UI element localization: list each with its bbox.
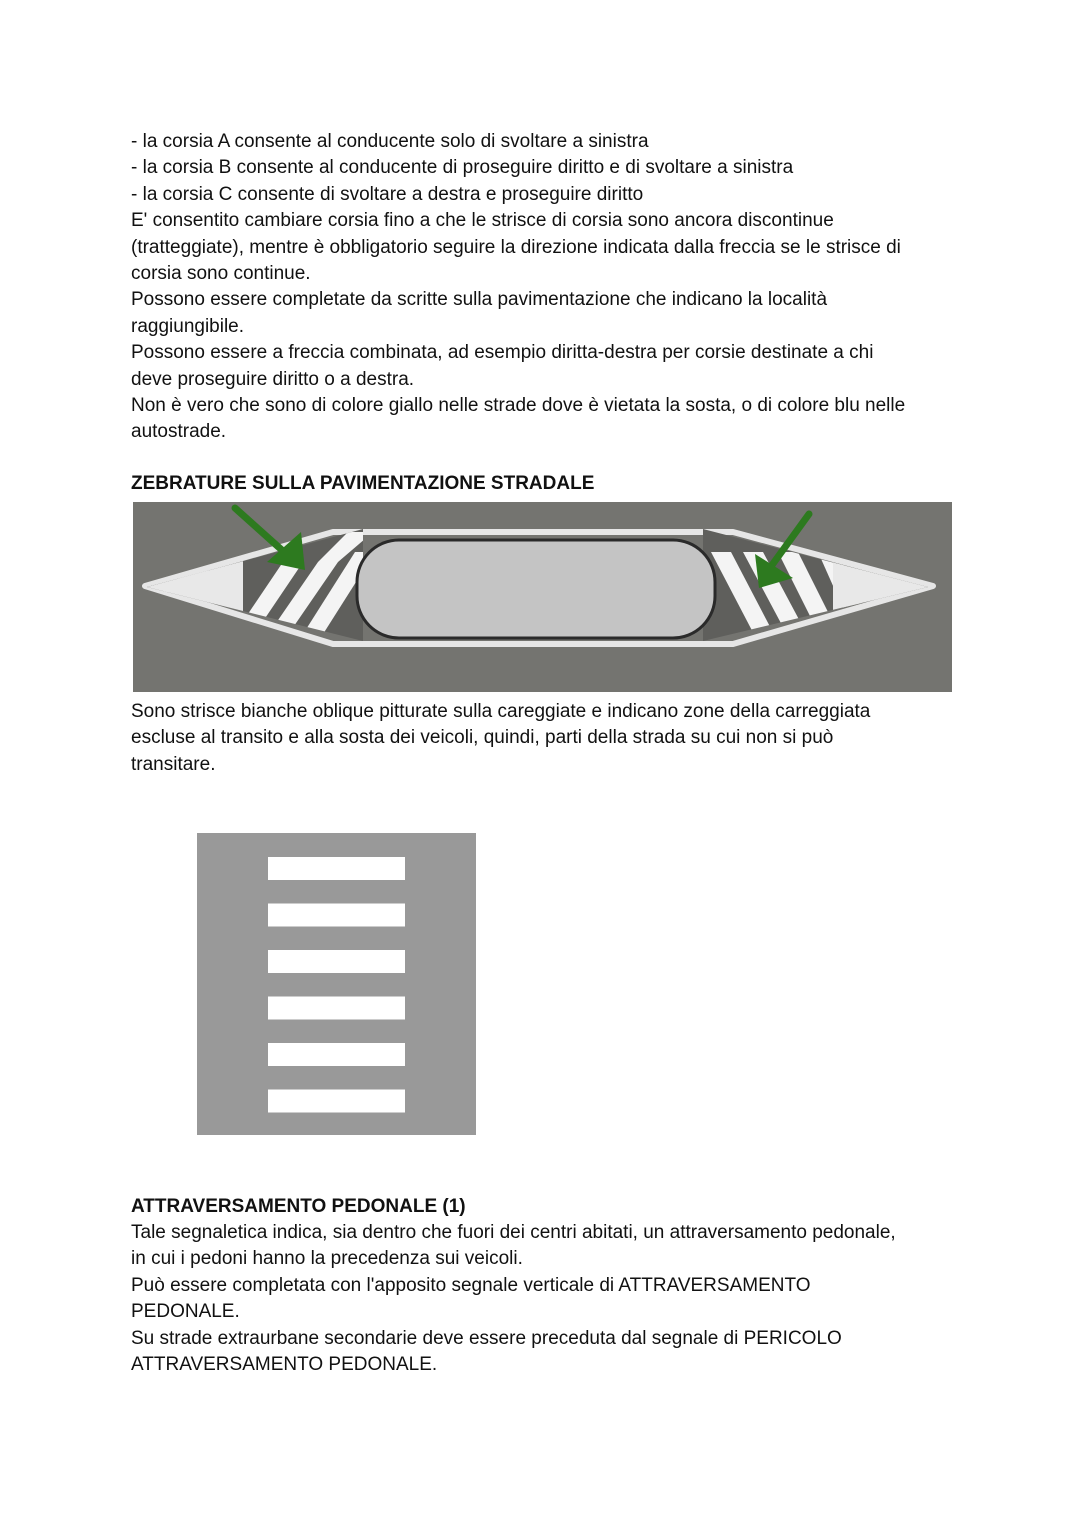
text-line: Possono essere a freccia combinata, ad esempio diritta-destra per corsie destinate a chi — [131, 342, 874, 364]
zebrature-paragraph — [131, 699, 961, 778]
text-line: escluse al transito e alla sosta dei veicoli, quindi, parti della strada su cui non si può — [131, 727, 834, 749]
text-line: deve proseguire diritto o a destra. — [131, 368, 415, 390]
pedestrian-crossing-illustration — [197, 833, 476, 1135]
traffic-island-figure — [133, 502, 952, 692]
crossing-stripe — [268, 904, 405, 927]
text-line: - la corsia A consente al conducente solo di svoltare a sinistra — [131, 131, 649, 152]
text-line: - la corsia C consente di svoltare a destra e proseguire diritto — [131, 183, 644, 205]
crossing-stripe — [268, 857, 405, 880]
text-line: Tale segnaletica indica, sia dentro che fuori dei centri abitati, un attraversamento pedonale, — [131, 1222, 896, 1243]
text-line: PEDONALE. — [131, 1301, 240, 1323]
text-line: E' consentito cambiare corsia fino a che le strisce di corsia sono ancora discontinue — [131, 210, 834, 232]
zebrature-heading: ZEBRATURE SULLA PAVIMENTAZIONE STRADALE — [131, 473, 595, 494]
text-line: transitare. — [131, 753, 216, 775]
text-line: Può essere completata con l'apposito segnale verticale di ATTRAVERSAMENTO — [131, 1274, 811, 1296]
pedestrian-crossing-figure — [197, 833, 476, 1135]
lanes-paragraph — [131, 129, 961, 446]
crossing-stripe — [268, 997, 405, 1020]
text-line: autostrade. — [131, 421, 227, 443]
text-line: Possono essere completate da scritte sulla pavimentazione che indicano la località — [131, 289, 828, 311]
text-line: corsia sono continue. — [131, 263, 311, 285]
crossing-heading: ATTRAVERSAMENTO PEDONALE (1) — [131, 1196, 466, 1217]
crossing-paragraph — [131, 1220, 961, 1378]
text-line: in cui i pedoni hanno la precedenza sui veicoli. — [131, 1248, 523, 1270]
text-line: Su strade extraurbane secondarie deve essere preceduta dal segnale di PERICOLO — [131, 1327, 842, 1349]
text-line: Non è vero che sono di colore giallo nelle strade dove è vietata la sosta, o di colore blu nelle — [131, 395, 906, 417]
crossing-stripe — [268, 950, 405, 973]
text-line: raggiungibile. — [131, 315, 245, 337]
crossing-stripe — [268, 1090, 405, 1113]
traffic-island-illustration — [133, 502, 952, 692]
crossing-stripe — [268, 1043, 405, 1066]
text-line: (tratteggiate), mentre è obbligatorio seguire la direzione indicata dalla freccia se le strisce di — [131, 236, 901, 258]
text-line: ATTRAVERSAMENTO PEDONALE. — [131, 1354, 438, 1376]
text-line: - la corsia B consente al conducente di proseguire diritto e di svoltare a sinistra — [131, 157, 794, 179]
text-line: Sono strisce bianche oblique pitturate sulla careggiate e indicano zone della carreggiata — [131, 701, 871, 722]
central-island — [357, 540, 715, 638]
